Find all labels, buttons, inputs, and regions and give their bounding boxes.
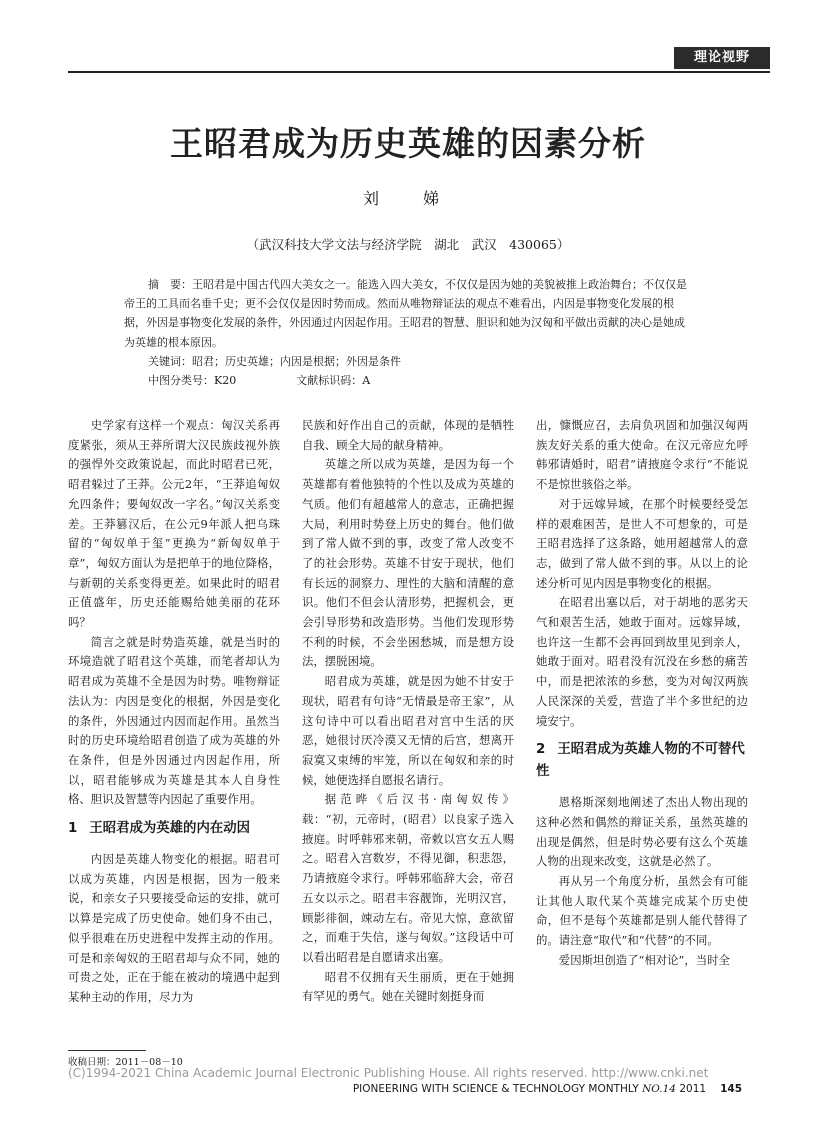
body-paragraph: 昭君成为英雄，就是因为她不甘安于现状，昭君有句诗“无情最是帝王家”，从这句诗中可以看出昭君对宫中生活的厌恶，她很讨厌冷漠又无情的后宫，想离开寂寞又束缚的牢笼，所以在匈奴和亲的时候，她便选择自愿报名请行。	[302, 674, 514, 787]
abstract-text: 王昭君是中国古代四大美女之一。能选入四大美女，不仅仅是因为她的美貌被推上政治舞台；不仅仅是帝王的工具而名垂千史；更不会仅仅是因时势而成。然而从唯物辩证法的观点不难看出，内因是事物变化发展的根据，外因是事物变化发展的条件，外因通过内因起作用。王昭君的智慧、胆识和她为汉匈和平做出贡献的决心是她成为英雄的根本原因。	[124, 278, 687, 349]
section-title: 王昭君成为英雄的内在动因	[89, 821, 251, 837]
keywords	[124, 352, 694, 371]
body-paragraph: 内因是英雄人物变化的根据。昭君可以成为英雄，内因是根据，因为一般来说，和亲女子只要接受命运的安排，就可以算是完成了历史使命。她们身不由己，似乎很难在历史进程中发挥主动的作用。可是和亲匈奴的王昭君却与众不同，她的可贵之处，正在于能在被动的境遇中起到某种主动的作用，尽力为	[68, 852, 280, 1004]
body-column-3	[536, 416, 748, 971]
page-number: 145	[720, 1083, 742, 1095]
body-paragraph: 对于远嫁异域，在那个时候要经受怎样的艰难困苦，是世人不可想象的，可是王昭君选择了这条路，她用超越常人的意志，做到了常人做不到的事。从以上的论述分析可见内因是事物变化的根据。	[536, 496, 748, 590]
section-number: 1	[68, 821, 78, 837]
body-paragraph: 英雄之所以成为英雄，是因为每一个英雄都有着他独特的个性以及成为英雄的气质。他们有超越常人的意志，正确把握大局，利用时势登上历史的舞台。他们做到了常人做不到的事，改变了常人改变不了的社会形势。英雄不甘安于现状，他们有长远的洞察力、理性的大脑和清醒的意识。他们不但会认清形势，把握机会，更会引导形势和改造形势。当他们发现形势不利的时候，不会坐困愁城，而是想方设法，摆脱困境。	[302, 457, 514, 669]
footnote-rule	[68, 1050, 146, 1051]
body-paragraph: 据范晔《后汉书·南匈奴传》载：“初，元帝时，(昭君）以良家子选入掖庭。时呼韩邪来朝，帝敕以宫女五人赐之。昭君入宫数岁，不得见御，积悲怨，乃请掖庭令求行。呼韩邪临辞大会，帝召五女以示之。昭君丰容靓饰，光明汉宫，顾影徘徊，竦动左右。帝见大惊，意欲留之，而难于失信，遂与匈奴。”这段话中可以看出昭君是自愿请求出塞。	[302, 792, 514, 964]
clc-label: 中图分类号：	[148, 374, 214, 388]
body-paragraph: 史学家有这样一个观点：匈汉关系再度紧张，须从王莽所谓大汉民族歧视外族的强悍外交政策说起，而此时昭君已死，昭君躲过了王莽。公元2年，“王莽追匈奴允四条件；要匈奴改一字名。”匈汉关系变差。王莽篡汉后，在公元9年派人把乌珠留的“匈奴单于玺”更换为“新匈奴单于章”，匈奴方面认为是把单于的地位降格，与新朝的关系变得更差。如果此时的昭君正值盛年，历史还能赐给她美丽的花环吗？	[68, 418, 280, 630]
article-title: 王昭君成为历史英雄的因素分析	[170, 124, 646, 163]
section-number: 2	[536, 742, 546, 758]
body-paragraph: 简言之就是时势造英雄，就是当时的环境造就了昭君这个英雄，而笔者却认为昭君成为英雄不全是因为时势。唯物辩证法认为：内因是变化的根据，外因是变化的条件，外因通过内因而起作用。虽然当时的历史环境给昭君创造了成为英雄的外在条件，但是外因通过内因起作用，所以，昭君能够成为英雄是其本人自身性格、胆识及智慧等内因起了重要作用。	[68, 634, 280, 807]
header-rule	[68, 71, 770, 73]
received-date: 收稿日期：2011－08－10	[68, 1057, 183, 1068]
body-paragraph: 民族和好作出自己的贡献，体现的是牺牲自我、顾全大局的献身精神。	[302, 418, 514, 452]
clc-value: K20	[214, 374, 237, 388]
abstract-label: 摘 要：	[148, 278, 192, 291]
section-heading	[68, 818, 280, 840]
journal-year: 2011	[679, 1083, 707, 1095]
abstract	[124, 275, 694, 352]
doc-code-value: A	[362, 374, 371, 388]
keywords-label: 关键词：	[148, 354, 192, 368]
body-paragraph: 恩格斯深刻地阐述了杰出人物出现的这种必然和偶然的辩证关系，虽然英雄的出现是偶然，但是时势必要有这么个英雄人物的出现来改变，这就是必然了。	[536, 795, 748, 869]
body-paragraph: 爱因斯坦创造了“相对论”，当时全	[558, 952, 730, 967]
body-paragraph: 昭君不仅拥有天生丽质，更在于她拥有罕见的勇气。她在关键时刻挺身而	[302, 969, 514, 1004]
copyright-watermark: (C)1994-2021 China Academic Journal Electronic Publishing House. All rights reserved. http://www.cnki.net	[68, 1066, 709, 1080]
author-affiliation: （武汉科技大学文法与经济学院 湖北 武汉 430065）	[246, 237, 570, 252]
body-paragraph: 在昭君出塞以后，对于胡地的恶劣天气和艰苦生活，她敢于面对。远嫁异域，也许这一生都不会再回到故里见到亲人，她敢于面对。昭君没有沉没在乡愁的痛苦中，而是把浓浓的乡愁，变为对匈汉两族人民深深的关爱，营造了半个多世纪的边境安宁。	[536, 595, 748, 728]
abstract-block	[124, 275, 694, 390]
body-paragraph: 再从另一个角度分析，虽然会有可能让其他人取代某个英雄完成某个历史使命，但不是每个英雄都是别人能代替得了的。请注意“取代”和“代替”的不同。	[536, 874, 748, 948]
journal-name: PIONEERING WITH SCIENCE & TECHNOLOGY MONTHLY	[352, 1083, 639, 1095]
journal-footer	[353, 1083, 742, 1095]
doc-code-label: 文献标识码：	[296, 374, 363, 388]
keywords-text: 昭君；历史英雄；内因是根据；外因是条件	[192, 354, 401, 368]
classification	[124, 371, 694, 390]
body-paragraph: 出，慷慨应召，去肩负巩固和加强汉匈两族友好关系的重大使命。在汉元帝应允呼韩邪请婚时，昭君“请掖庭令求行”不能说不是惊世骇俗之举。	[536, 418, 748, 492]
section-tag: 理论视野	[674, 47, 770, 69]
body-column-1	[68, 416, 280, 1008]
section-heading	[536, 739, 748, 783]
journal-issue: NO.14	[642, 1083, 676, 1095]
body-column-2	[302, 416, 514, 1007]
section-title: 王昭君成为英雄人物的不可替代性	[536, 742, 745, 780]
article-author: 刘 娣	[362, 189, 453, 208]
